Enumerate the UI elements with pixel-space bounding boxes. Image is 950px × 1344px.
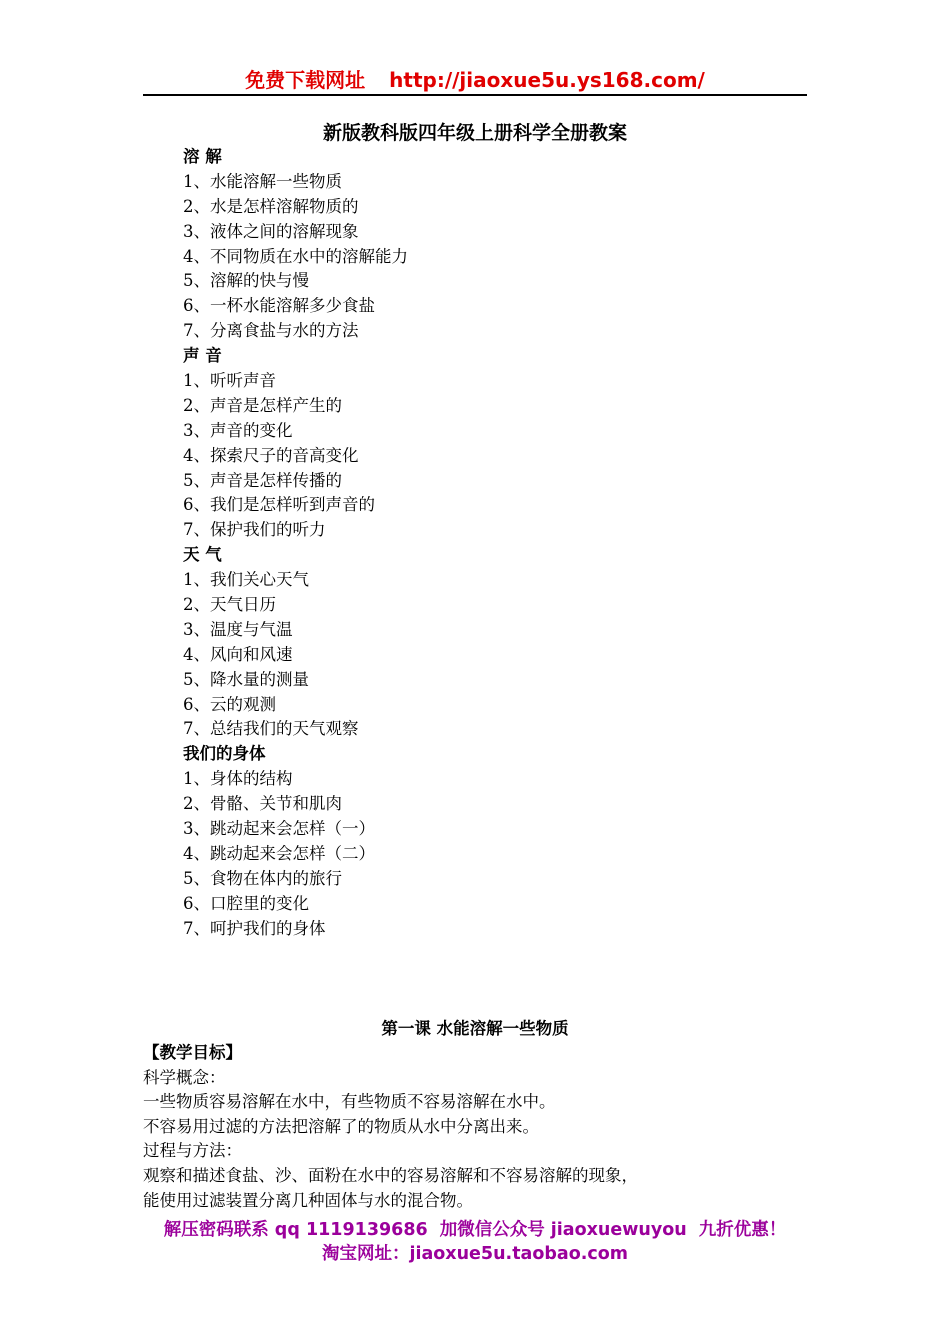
toc-item: 3、声音的变化 — [183, 420, 293, 440]
section-title: 声 音 — [183, 346, 222, 366]
toc-item: 6、口腔里的变化 — [183, 893, 309, 913]
toc-item: 4、不同物质在水中的溶解能力 — [183, 246, 408, 266]
toc-item: 5、食物在体内的旅行 — [183, 868, 342, 888]
toc-item: 2、天气日历 — [183, 595, 276, 615]
section-title: 溶 解 — [183, 147, 222, 166]
toc-item: 4、风向和风速 — [183, 644, 293, 664]
header-banner — [143, 66, 807, 96]
toc-item: 5、声音是怎样传播的 — [183, 470, 342, 490]
toc-item: 3、跳动起来会怎样（一） — [183, 819, 375, 839]
toc-item: 6、一杯水能溶解多少食盐 — [183, 296, 375, 316]
body-line: 能使用过滤装置分离几种固体与水的混合物。 — [143, 1190, 473, 1210]
header-url-link[interactable]: http://jiaoxue5u.ys168.com/ — [389, 68, 705, 92]
toc-item: 5、溶解的快与慢 — [183, 271, 309, 291]
footer-discount: 九折优惠！ — [698, 1220, 787, 1240]
toc-item: 1、听听声音 — [183, 371, 276, 391]
toc-item: 7、总结我们的天气观察 — [183, 719, 359, 739]
toc-item: 1、身体的结构 — [183, 769, 293, 789]
section-title: 天 气 — [183, 545, 222, 565]
toc-item: 7、分离食盐与水的方法 — [183, 321, 359, 341]
body-line: 一些物质容易溶解在水中，有些物质不容易溶解在水中。 — [143, 1092, 556, 1112]
toc-item: 6、云的观测 — [183, 694, 276, 714]
objectives-heading: 【教学目标】 — [143, 1043, 242, 1062]
toc-item: 2、水是怎样溶解物质的 — [183, 196, 359, 216]
toc-item: 2、骨骼、关节和肌肉 — [183, 794, 342, 814]
footer-promo — [0, 1218, 950, 1242]
toc-item: 6、我们是怎样听到声音的 — [183, 495, 375, 515]
lesson-title: 第一课 水能溶解一些物质 — [381, 1019, 569, 1038]
body-line: 观察和描述食盐、沙、面粉在水中的容易溶解和不容易溶解的现象， — [143, 1165, 638, 1185]
toc-item: 1、水能溶解一些物质 — [183, 171, 342, 191]
footer-wechat: 加微信公众号 jiaoxuewuyou — [439, 1220, 687, 1240]
toc-item: 2、声音是怎样产生的 — [183, 395, 342, 415]
footer-taobao-link[interactable]: 淘宝网址：jiaoxue5u.taobao.com — [321, 1244, 629, 1264]
body-line: 科学概念： — [143, 1067, 226, 1087]
table-of-contents — [183, 145, 408, 942]
body-line: 过程与方法： — [143, 1141, 242, 1161]
toc-item: 3、温度与气温 — [183, 619, 293, 639]
toc-item: 4、跳动起来会怎样（二） — [183, 843, 375, 863]
body-line: 不容易用过滤的方法把溶解了的物质从水中分离出来。 — [143, 1116, 539, 1136]
footer-contact: 解压密码联系 qq 1119139686 — [163, 1220, 428, 1240]
toc-item: 5、降水量的测量 — [183, 669, 309, 689]
toc-item: 4、探索尺子的音高变化 — [183, 445, 359, 465]
toc-item: 1、我们关心天气 — [183, 570, 309, 590]
toc-item: 7、保护我们的听力 — [183, 520, 326, 540]
toc-item: 3、液体之间的溶解现象 — [183, 221, 359, 241]
header-label: 免费下载网址 — [245, 68, 366, 92]
lesson-body — [143, 1041, 638, 1213]
section-title: 我们的身体 — [183, 744, 266, 764]
document-title: 新版教科版四年级上册科学全册教案 — [322, 122, 627, 144]
toc-item: 7、呵护我们的身体 — [183, 918, 326, 938]
